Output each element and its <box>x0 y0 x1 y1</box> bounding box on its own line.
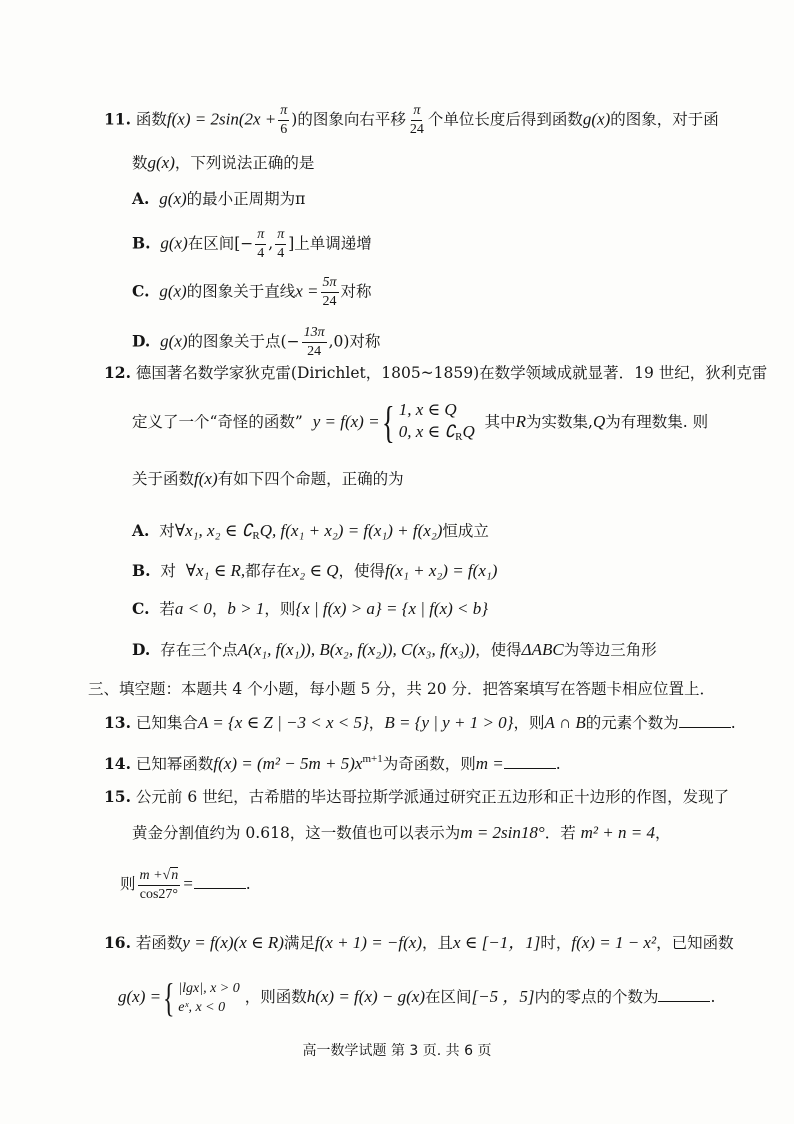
option-text: 对 <box>160 562 176 580</box>
q12-option-d <box>132 639 657 661</box>
math: m = <box>475 754 504 773</box>
q12-line1 <box>104 362 767 384</box>
frac-num: π <box>411 104 422 121</box>
case-1-text: 1, x ∈ Q <box>398 399 457 419</box>
q14-line <box>104 748 561 775</box>
option-text: ,0)对称 <box>328 332 381 351</box>
period: . <box>245 875 251 893</box>
option-label: A. <box>132 521 150 540</box>
math: B = {y | y + 1 > 0} <box>384 713 514 732</box>
option-label: B. <box>132 233 151 253</box>
math: A(x₁, f(x₁)), B(x₂, f(x₂)), C(x₃, f(x₃)) <box>237 640 476 659</box>
option-text: 对 <box>159 522 175 540</box>
q12-text: 其中 <box>484 413 516 431</box>
frac-den: 4 <box>257 246 265 261</box>
math: ΔABC <box>521 640 564 659</box>
answer-blank[interactable] <box>679 713 731 728</box>
section-3-heading <box>88 678 715 700</box>
q16-text: 时， <box>540 934 572 952</box>
option-text: 的图象关于点(− <box>187 332 300 351</box>
q15-line1 <box>104 786 729 808</box>
math: f(x) = (m² − 5m + 5)x <box>213 754 363 773</box>
math: a < 0 <box>174 599 212 618</box>
math: x₂ ∈ Q <box>291 561 339 580</box>
frac-pi-4 <box>275 228 286 261</box>
math: Q, f(x₁ + x₂) = f(x₁) + f(x₂) <box>259 521 443 540</box>
math: f(x) = 1 − x² <box>571 933 657 952</box>
q14-number: 14. <box>104 754 131 773</box>
q12-option-b <box>132 560 497 582</box>
q11-option-d <box>132 326 380 359</box>
math: ∀x₁ ∈ R, <box>185 561 246 580</box>
q11-text: )的图象向右平移 <box>291 110 406 129</box>
q16-line1 <box>104 932 734 954</box>
q14-text: 已知幂函数 <box>135 755 214 773</box>
left-brace-icon: { <box>163 975 175 1020</box>
option-label: D. <box>132 331 151 351</box>
q12-cases <box>399 399 475 448</box>
comma: , <box>268 234 274 253</box>
q16-text: ，已知函数 <box>656 934 734 952</box>
option-label: D. <box>132 640 151 659</box>
q11-gx: g(x) <box>159 189 187 208</box>
q12-number: 12. <box>104 363 131 382</box>
math: f(x₁ + x₂) = f(x₁) <box>385 561 498 580</box>
q11-line1 <box>104 104 719 137</box>
option-text: 都存在 <box>245 562 292 580</box>
frac-den: 24 <box>409 122 424 137</box>
q15-fraction <box>138 869 181 902</box>
frac-den: 4 <box>277 246 285 261</box>
q11-gx: g(x) <box>147 153 175 172</box>
q16-text: ，则函数 <box>244 988 307 1006</box>
q12-line3 <box>132 468 404 490</box>
option-text: 的最小正周期为π <box>186 190 306 208</box>
option-text: 在区间[− <box>187 234 254 253</box>
q11-frac-pi-24 <box>408 104 426 137</box>
frac-num: π <box>255 228 266 245</box>
q16-text: ，且 <box>422 934 454 952</box>
q11-gx: g(x) <box>160 233 188 253</box>
section-3-text: 三、填空题：本题共 4 个小题，每小题 5 分，共 20 分．把答案填写在答题卡相应位置上． <box>88 680 716 698</box>
math: m² + n = 4 <box>580 823 655 842</box>
q11-text: ，下列说法正确的是 <box>174 154 315 172</box>
math-r: R <box>515 412 527 431</box>
q13-text: 的元素个数为 <box>585 714 679 732</box>
case-2-text: 0, x ∈ ∁ <box>398 421 456 441</box>
math: [−5 ，5] <box>471 987 535 1006</box>
q12-option-c <box>132 598 488 620</box>
option-text: 存在三个点 <box>160 641 238 659</box>
q12-text: 为有理数集. 则 <box>605 413 709 431</box>
q12-text: 为实数集, <box>526 413 593 431</box>
subscript: R <box>455 430 463 443</box>
period: . <box>710 988 716 1006</box>
frac-den: 6 <box>280 122 288 137</box>
sqrt-n: n <box>171 867 179 883</box>
answer-blank[interactable] <box>504 754 556 769</box>
q13-text: ， <box>368 714 385 732</box>
q15-text: ， <box>654 824 671 842</box>
q11-text: 个单位长度后得到函数 <box>427 110 583 129</box>
answer-blank[interactable] <box>194 874 246 889</box>
option-text: ]上单调递增 <box>288 234 372 253</box>
q16-text: 若函数 <box>135 934 183 952</box>
option-text: 对称 <box>340 282 372 301</box>
option-label: C. <box>132 281 150 301</box>
option-text: 恒成立 <box>442 522 489 540</box>
q15-text: 公元前 6 世纪，古希腊的毕达哥拉斯学派通过研究正五边形和正十边形的作图，发现了 <box>135 788 730 806</box>
q15-text: 黄金分割值约为 0.618，这一数值也可以表示为 <box>132 824 461 842</box>
answer-blank[interactable] <box>658 987 710 1002</box>
period: . <box>555 755 561 773</box>
q16-text: 内的零点的个数为 <box>534 988 659 1006</box>
left-brace-icon: { <box>381 398 395 447</box>
period: . <box>730 714 736 732</box>
math: f(x + 1) = −f(x) <box>314 933 422 952</box>
q15-text: 则 <box>120 875 136 893</box>
q11-gx: g(x) <box>582 109 611 129</box>
math-q: Q <box>592 412 606 431</box>
q12-text: 有如下四个命题，正确的为 <box>217 470 404 488</box>
math: x ∈ [−1，1] <box>453 933 541 952</box>
q11-text: 函数 <box>135 110 167 129</box>
q16-cases <box>178 979 239 1017</box>
q16-text: 满足 <box>283 934 315 952</box>
option-text: ，则 <box>264 600 296 618</box>
q11-frac-pi-6 <box>278 104 289 137</box>
option-label: B. <box>132 561 151 580</box>
frac-5pi-24 <box>321 276 339 309</box>
q11-option-b <box>132 228 372 261</box>
frac-num: 13π <box>302 326 327 343</box>
option-label: C. <box>132 599 150 618</box>
q12-text: 定义了一个“奇怪的函数” <box>132 413 303 431</box>
q13-number: 13. <box>104 713 131 732</box>
math-g: g(x) = <box>118 987 162 1006</box>
q11-text: 的图象，对于函 <box>610 110 719 129</box>
math: b > 1 <box>227 599 265 618</box>
q16-text: 在区间 <box>425 988 472 1006</box>
q11-text: 数 <box>132 154 148 172</box>
option-text: ，使得 <box>338 562 386 580</box>
option-text: 为等边三角形 <box>563 641 657 659</box>
q14-text: 为奇函数，则 <box>382 755 476 773</box>
q13-text: 已知集合 <box>135 714 198 732</box>
q11-gx: g(x) <box>160 331 188 351</box>
case-2-q: Q <box>462 421 475 441</box>
frac-pi-4 <box>255 228 266 261</box>
math: {x | f(x) > a} = {x | f(x) < b} <box>295 599 489 618</box>
math: x = <box>295 281 319 301</box>
superscript: m+1 <box>362 753 383 765</box>
q12-dirichlet-func: y = f(x) = <box>312 412 380 431</box>
q11-gx: g(x) <box>159 281 187 301</box>
option-text: 若 <box>159 600 175 618</box>
option-text: ， <box>211 600 228 618</box>
case-1: |lgx|, x > 0 <box>178 981 240 996</box>
q12-text: 德国著名数学家狄克雷(Dirichlet，1805~1859)在数学领域成就显著．19 世纪，狄利克雷 <box>135 364 768 382</box>
q11-number: 11. <box>104 109 131 129</box>
case-2 <box>399 421 475 448</box>
frac-den: 24 <box>307 344 322 359</box>
frac-num: 5π <box>321 276 339 293</box>
frac-den: cos27° <box>139 886 179 902</box>
q15-text: ．若 <box>544 824 576 842</box>
subscript: R <box>252 530 260 542</box>
q13-line <box>104 712 736 734</box>
q15-line2 <box>132 822 671 844</box>
q15-line3 <box>120 862 251 906</box>
math-fx: f(x) <box>194 469 218 488</box>
option-text: 的图象关于直线 <box>186 282 296 301</box>
math: y = f(x)(x ∈ R) <box>182 933 284 952</box>
q12-line2 <box>132 396 708 448</box>
math: h(x) = f(x) − g(x) <box>306 987 425 1006</box>
case-2: eˣ, x < 0 <box>178 1000 226 1015</box>
frac-den: 24 <box>322 294 337 309</box>
q11-line2 <box>132 152 314 174</box>
page-footer: 高一数学试题 第 3 页. 共 6 页 <box>302 1043 492 1059</box>
q15-number: 15. <box>104 787 131 806</box>
q11-option-c <box>132 276 372 309</box>
frac-num: π <box>275 228 286 245</box>
math: m = 2sin18° <box>460 823 545 842</box>
option-label: A. <box>132 189 150 208</box>
q13-text: ，则 <box>513 714 545 732</box>
case-1 <box>399 399 475 421</box>
frac-13pi-24 <box>302 326 327 359</box>
q16-number: 16. <box>104 933 131 952</box>
option-text: ，使得 <box>475 641 522 659</box>
math: ∀x₁, x₂ ∈ ∁ <box>174 521 253 540</box>
equals: = <box>182 874 194 893</box>
q12-option-a <box>132 520 489 547</box>
math: A = {x ∈ Z | −3 < x < 5} <box>197 713 369 732</box>
q12-text: 关于函数 <box>132 470 195 488</box>
math: A ∩ B <box>544 713 586 732</box>
frac-num: π <box>278 104 289 121</box>
q16-line2 <box>118 974 715 1020</box>
q11-option-a <box>132 188 305 210</box>
q11-func-f: f(x) = 2sin(2x + <box>166 109 277 129</box>
frac-num: m +√n <box>138 869 181 886</box>
frac-num-a: m + <box>139 867 163 883</box>
